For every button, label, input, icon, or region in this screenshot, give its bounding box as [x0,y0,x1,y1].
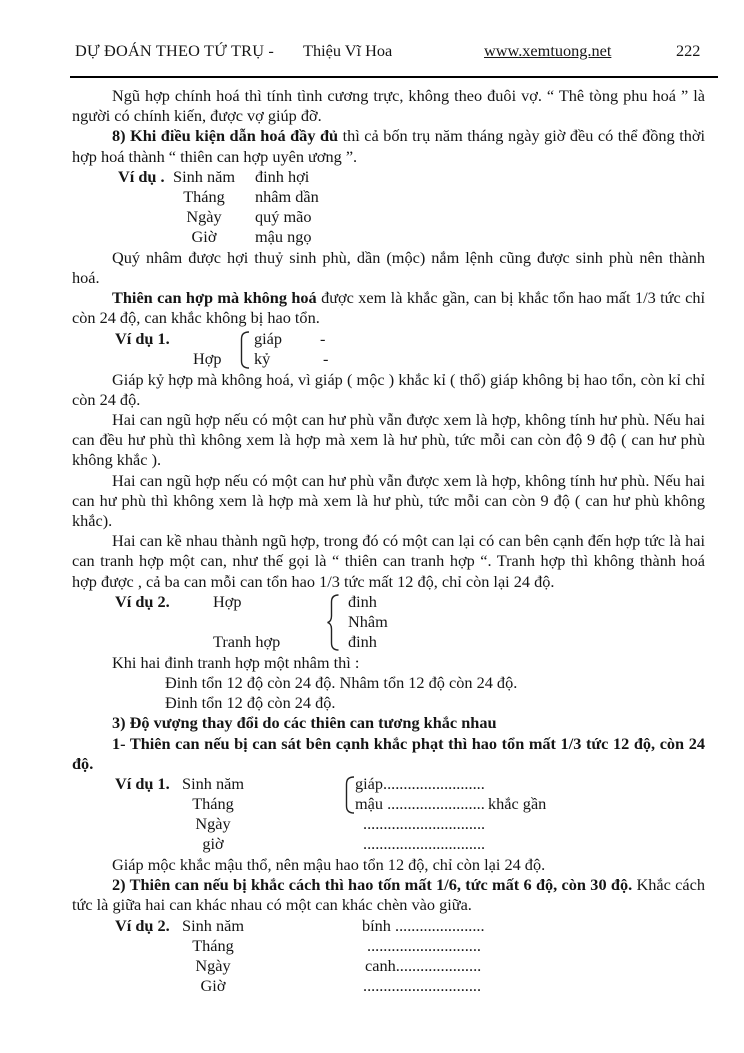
bold-lead: 2) Thiên can nếu bị khắc cách thì hao tốn mất 1/6, tức mất 6 độ, còn 30 độ. [112,875,633,895]
can-value: kỷ [254,348,271,368]
pillar-label: Sinh năm [182,774,244,794]
pillar-label: Giờ [200,975,226,995]
dash: - [320,328,326,348]
pillar-label: Tháng [192,794,234,814]
can-value: đinh [348,631,377,651]
example-khac-gan [72,774,705,855]
paragraph-hai-can-1: Hai can ngũ hợp nếu có một can hư phù vẫn được xem là hợp, không tính hư phù. Nếu hai can đều hư phù thì không xem là hợp mà xem là hư phù, tức mỗi can còn độ 9 độ ( can hư phù không khắc ). [72,410,705,470]
example-label: Ví dụ 1. [115,774,170,794]
paragraph-text: được xem là khắc gần, can bị khắc tổn hao mất 1/3 tức chỉ còn 24 độ, can khắc không bị hao tổn. [72,288,705,328]
pillar-value: quý mão [255,206,312,226]
book-title: DỰ ĐOÁN THEO TỨ TRỤ - [75,41,275,60]
pillar-label: Sinh năm [182,915,244,935]
pillar-label: Tháng [192,935,234,955]
pillar-label: giờ [202,834,224,854]
pillar-label: Ngày [186,206,222,226]
pillar-label: Ngày [195,955,231,975]
paragraph-dieu-kien [72,126,705,166]
rule-1-heading: 1- Thiên can nếu bị can sát bên cạnh khắc phạt thì hao tổn mất 1/3 tức 12 độ, còn 24 độ. [72,733,705,773]
pillar-label: Tháng [183,186,225,206]
pillar-label: Giờ [191,226,217,246]
can-value: đinh [348,591,377,611]
paragraph-hai-can-2: Hai can ngũ hợp nếu có một can hư phù vẫn được xem là hợp, không tính hư phù. Nếu hai can hư phù thì không xem là hợp mà xem là hư phù, tức mỗi can còn 9 độ ( can hư phù không khắc). [72,470,705,531]
example-label: Ví dụ 1. [115,328,170,348]
page-number: 222 [676,41,701,60]
pillar-value: mậu ngọ [255,226,312,246]
pillar-value: .............................. [363,814,486,834]
header-divider [70,76,718,78]
left-bracket-icon [343,776,355,814]
bold-lead: 8) Khi điều kiện dẫn hoá đầy đủ [112,126,339,146]
hop-label: Hợp [193,348,222,368]
can-value: Nhâm [348,611,388,631]
section-heading-3: 3) Độ vượng thay đổi do các thiên can tương khắc nhau [112,713,497,733]
dash: - [323,348,329,368]
pillar-value: giáp......................... [355,774,485,794]
left-brace-icon [326,594,340,651]
line-dinh-ton-1: Đinh tổn 12 độ còn 24 độ. Nhâm tổn 12 độ còn 24 độ. [165,673,518,693]
example-hop-giap-ky [72,329,705,370]
tranh-hop-label: Tranh hợp [213,631,281,651]
rule-2-paragraph [72,875,705,915]
paragraph-khi-hai-dinh: Khi hai đinh tranh hợp một nhâm thì : [112,652,360,672]
line-dinh-ton-2: Đinh tổn 12 độ còn 24 độ. [165,693,336,713]
author-name: Thiệu Vĩ Hoa [303,41,393,60]
left-bracket-icon [238,331,250,369]
khac-gan-note: khắc gần [488,794,547,814]
page-body [72,86,705,997]
pillar-value: ............................ [367,935,481,955]
paragraph-text: thì cả bốn trụ năm tháng ngày giờ đều có thể đồng thời hợp hoá thành “ thiên can hợp uyên ương ”. [72,126,705,166]
website-link[interactable]: www.xemtuong.net [484,41,612,60]
pillar-label: Sinh năm [173,166,235,186]
pillar-value: nhâm dần [255,186,319,206]
example-tranh-hop [72,592,705,653]
pillar-value: canh..................... [365,955,482,975]
example-birth-chart-1 [72,167,705,248]
hop-label: Hợp [213,591,242,611]
pillar-label: Ngày [195,814,231,834]
bold-lead: Thiên can hợp mà không hoá [112,288,317,308]
paragraph-ngu-hop: Ngũ hợp chính hoá thì tính tình cương trực, không theo đuôi vợ. “ Thê tòng phu hoá ” là người có chính kiến, được vợ giúp đỡ. [72,86,705,126]
paragraph-hop-khong-hoa [72,288,705,328]
paragraph-quy-nham: Quý nhâm được hợi thuỷ sinh phù, dần (mộc) nắm lệnh cũng được sinh phù nên thành hoá. [72,247,705,288]
paragraph-text: Khắc cách tức là giữa hai can khác nhau có một can khác chèn vào giữa. [72,875,705,915]
paragraph-tranh-hop: Hai can kề nhau thành ngũ hợp, trong đó có một can lại có can bên cạnh đến hợp tức là hai can tranh hợp một can, như thế gọi là “ thiên can tranh hợp “. Tranh hợp thì không thành hoá hợp được , cả ba can mỗi can tổn hao 1/3 tức mất 12 độ, chỉ còn lại 24 độ. [72,531,705,591]
example-khac-cach [72,916,705,997]
paragraph-giap-ky: Giáp kỷ hợp mà không hoá, vì giáp ( mộc ) khắc kỉ ( thổ) giáp không bị hao tổn, còn kỉ chỉ còn 24 độ. [72,369,705,409]
pillar-value: đinh hợi [255,166,310,186]
pillar-value: ............................. [363,975,482,995]
pillar-value: .............................. [363,834,486,854]
pillar-value: bính ...................... [362,915,485,935]
paragraph-giap-moc: Giáp mộc khắc mậu thổ, nên mậu hao tổn 12 độ, chỉ còn lại 24 độ. [112,855,546,875]
example-label: Ví dụ 2. [115,915,170,935]
example-label: Ví dụ . [118,166,165,186]
example-label: Ví dụ 2. [115,591,170,611]
pillar-value: mậu ........................ [355,794,485,814]
can-value: giáp [254,328,283,348]
